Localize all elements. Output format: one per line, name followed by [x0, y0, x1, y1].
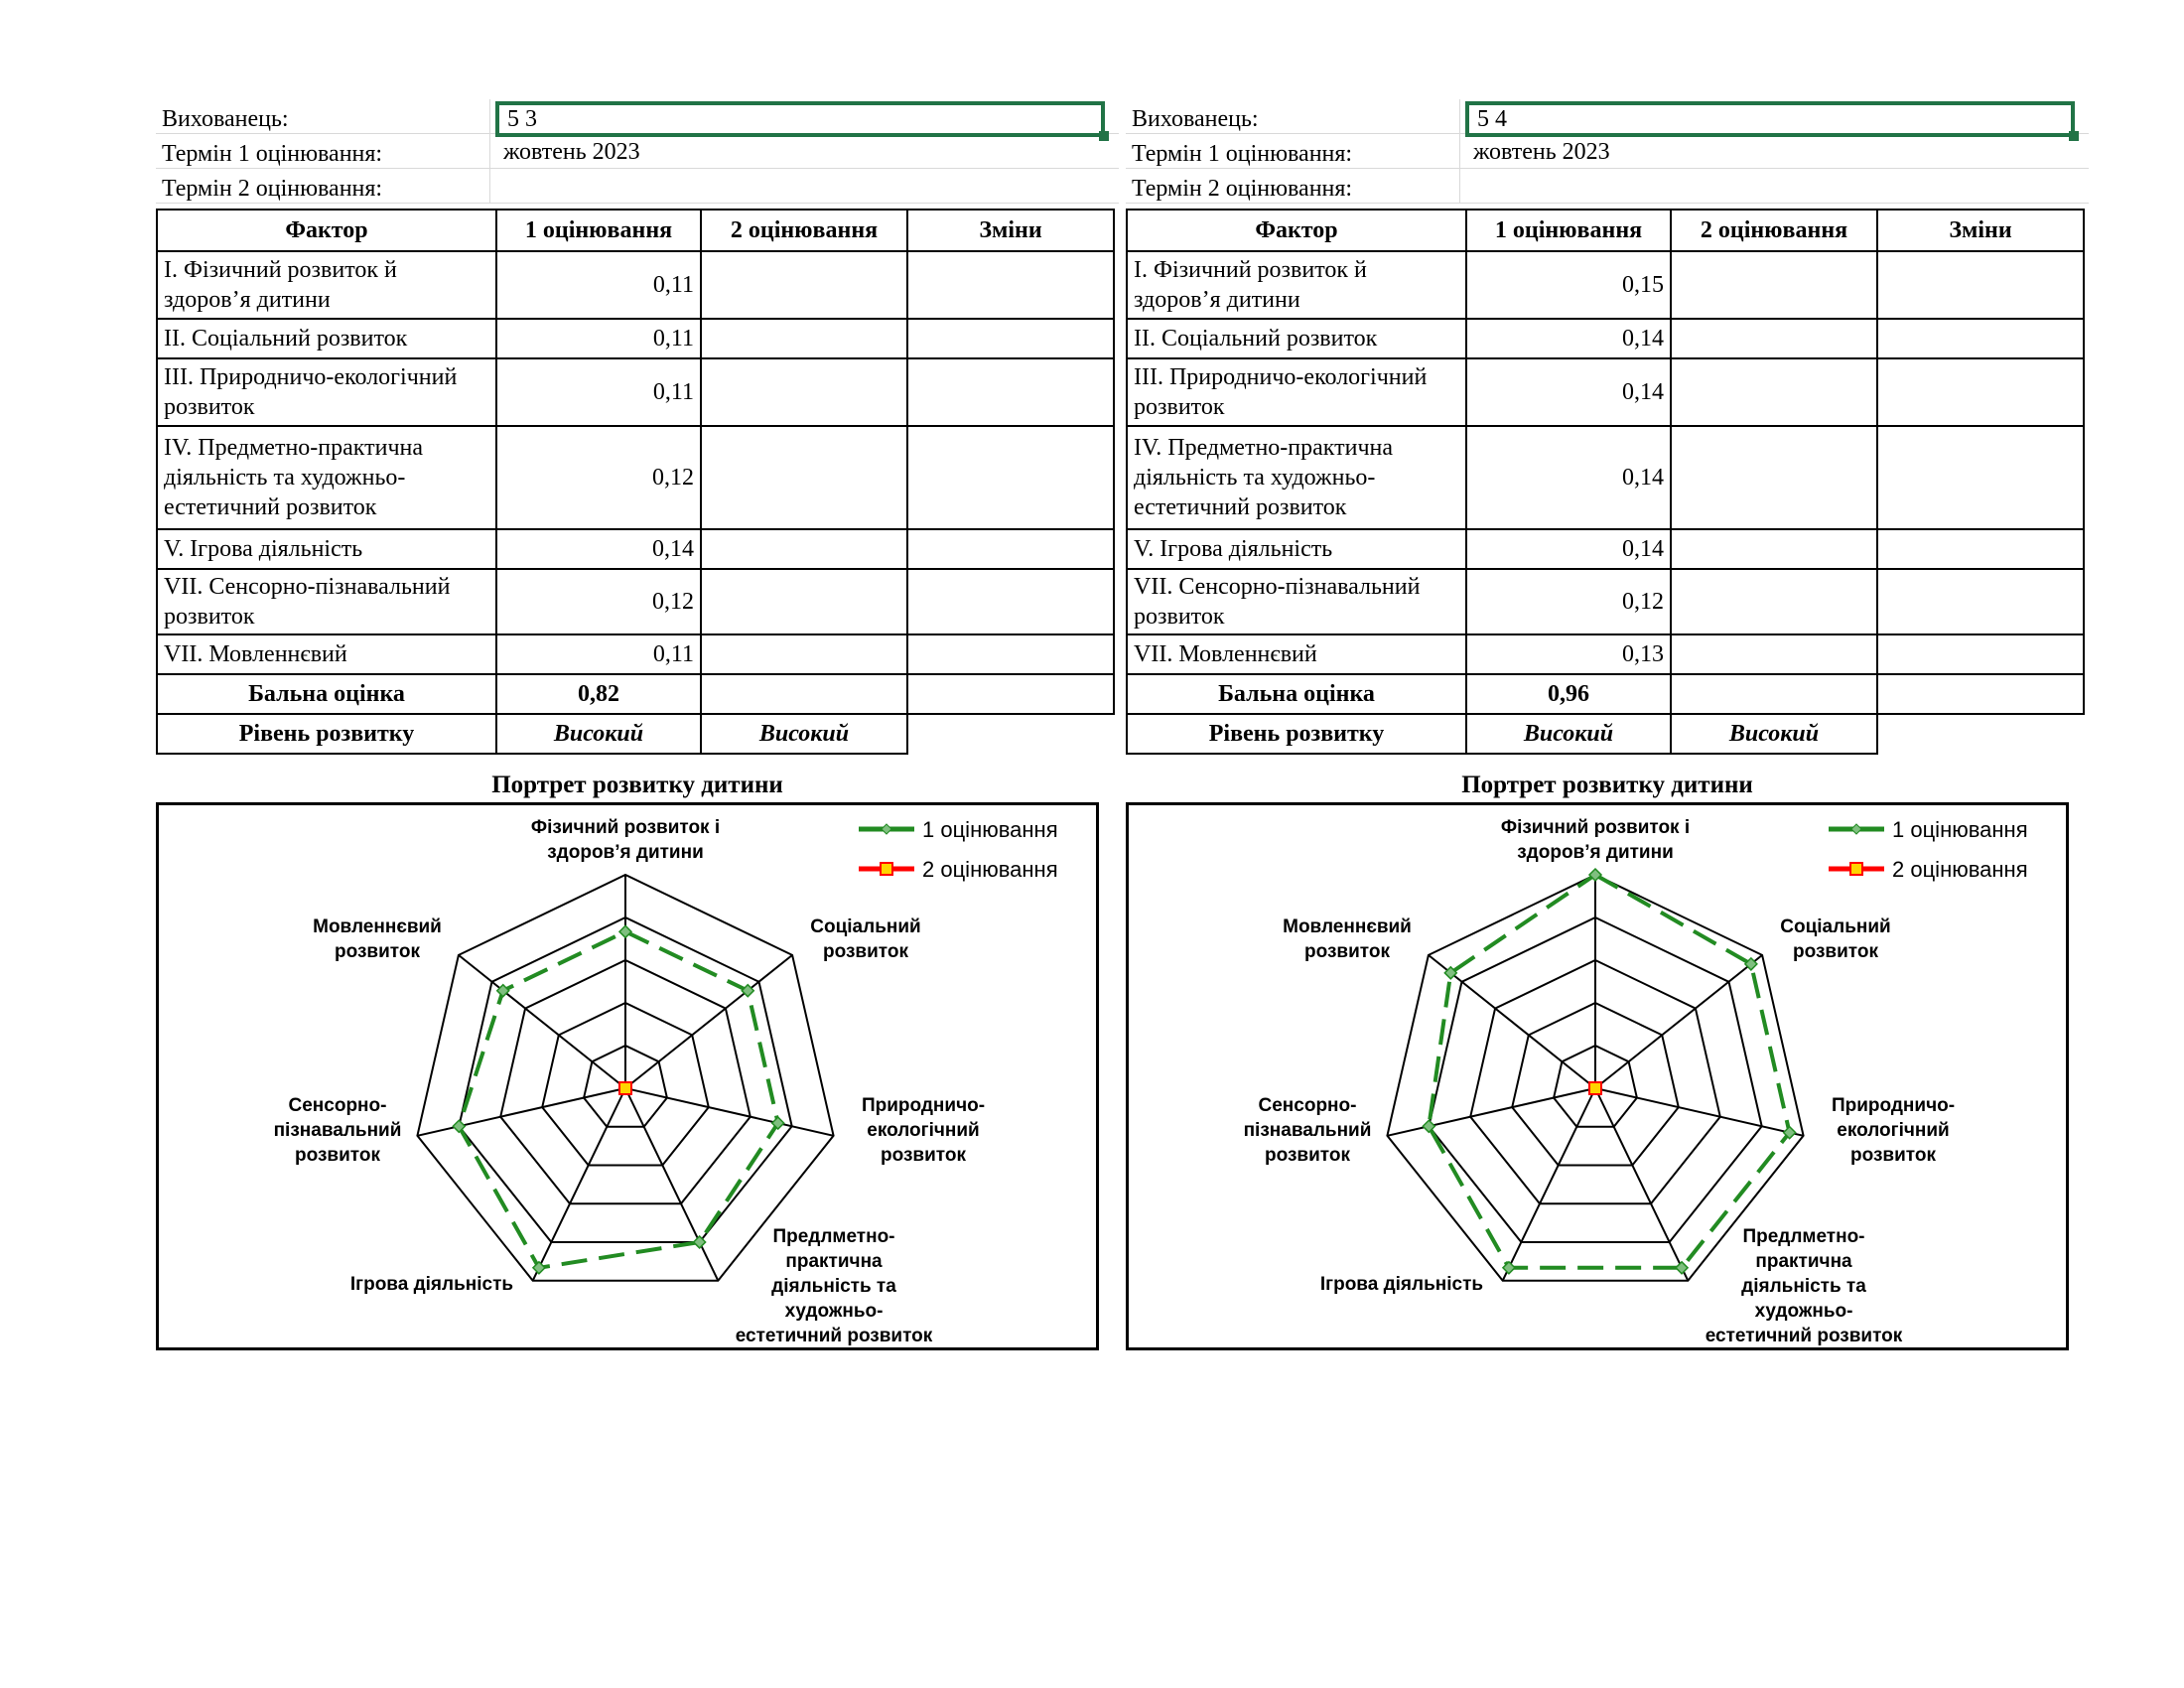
level-changes-cell[interactable]: [907, 714, 1114, 754]
radar-axis-label: [862, 1095, 985, 1166]
radar-axis-label-line: практична: [785, 1251, 883, 1272]
factor-cell[interactable]: VII. Сенсорно-пізнавальний розвиток: [1127, 569, 1466, 634]
eval2-cell[interactable]: [701, 569, 907, 634]
radar-axis-label-line: естетичний розвиток: [1705, 1326, 1903, 1346]
radar-axis-label-line: Сенсорно-: [288, 1095, 387, 1116]
changes-cell[interactable]: [907, 358, 1114, 426]
series-1-line: [1429, 875, 1789, 1268]
radar-axis-label: [1320, 1274, 1483, 1295]
changes-cell[interactable]: [907, 426, 1114, 529]
radar-chart-svg: [159, 805, 1096, 1347]
radar-axis-label: [313, 916, 442, 962]
radar-axis-label-line: пізнавальний: [273, 1120, 402, 1141]
series-1-point: [1676, 1262, 1688, 1274]
col-changes-header: Зміни: [1877, 210, 2084, 251]
assessment-table: [156, 209, 1115, 755]
series-1-line: [459, 931, 777, 1268]
legend-series-2-marker: [1850, 863, 1862, 875]
table-row: [1127, 319, 2084, 358]
term1-cell[interactable]: жовтень 2023: [503, 139, 640, 165]
changes-cell[interactable]: [1877, 529, 2084, 569]
factor-cell[interactable]: V. Ігрова діяльність: [157, 529, 496, 569]
eval2-cell[interactable]: [701, 358, 907, 426]
pupil-label: Вихованець:: [1132, 106, 1259, 132]
radar-chart: [1126, 802, 2069, 1350]
legend-series-2-label: 2 оцінювання: [1892, 857, 2028, 882]
col-eval1-header: 1 оцінювання: [496, 210, 701, 251]
eval1-cell[interactable]: 0,13: [1466, 634, 1671, 674]
legend-series-1-label: 1 оцінювання: [922, 817, 1058, 842]
eval2-cell[interactable]: [701, 319, 907, 358]
factor-cell[interactable]: VII. Мовленнєвий: [1127, 634, 1466, 674]
term1-row: [156, 134, 1119, 169]
eval2-cell[interactable]: [701, 251, 907, 319]
eval1-cell[interactable]: 0,14: [1466, 426, 1671, 529]
term1-label: Термін 1 оцінювання:: [162, 141, 383, 167]
eval1-cell[interactable]: 0,15: [1466, 251, 1671, 319]
factor-cell[interactable]: I. Фізичний розвиток й здоров’я дитини: [1127, 251, 1466, 319]
legend-series-2-marker: [881, 863, 892, 875]
changes-cell[interactable]: [907, 319, 1114, 358]
radar-axis-label-line: Соціальний: [810, 916, 921, 937]
radar-axis-label-line: практична: [1755, 1251, 1852, 1272]
pupil-row: [1126, 99, 2089, 134]
eval1-cell[interactable]: 0,11: [496, 634, 701, 674]
radar-axis-label-line: здоров’я дитини: [547, 842, 704, 863]
score-label: Бальна оцінка: [1127, 674, 1466, 714]
assessment-sheet-2: [1126, 99, 2089, 1350]
score-eval1-cell[interactable]: 0,82: [496, 674, 701, 714]
legend-series-2-label: 2 оцінювання: [922, 857, 1058, 882]
sheet-header: [1126, 99, 2089, 207]
radar-axis-label: [531, 817, 720, 863]
eval2-cell[interactable]: [701, 426, 907, 529]
table-row: [157, 358, 1114, 426]
factor-cell[interactable]: IV. Предметно-практична діяльність та художньо-естетичний розвиток: [1127, 426, 1466, 529]
eval2-cell[interactable]: [1671, 358, 1877, 426]
term1-cell[interactable]: жовтень 2023: [1473, 139, 1610, 165]
changes-cell[interactable]: [907, 529, 1114, 569]
factor-cell[interactable]: III. Природничо-екологічний розвиток: [157, 358, 496, 426]
eval2-cell[interactable]: [1671, 251, 1877, 319]
radar-axis-label-line: розвиток: [295, 1145, 380, 1166]
score-row: [1127, 674, 2084, 714]
radar-axis-label-line: Природничо-: [1831, 1095, 1956, 1116]
eval1-cell[interactable]: 0,12: [496, 569, 701, 634]
radar-axis-label-line: Предлметно-: [1742, 1226, 1865, 1247]
radar-axis-label-line: діяльність та: [1741, 1276, 1866, 1297]
radar-axis-label-line: розвиток: [1850, 1145, 1936, 1166]
radar-axis-label: [1780, 916, 1890, 962]
radar-axis-label-line: діяльність та: [771, 1276, 896, 1297]
radar-axis-label-line: розвиток: [881, 1145, 966, 1166]
factor-cell[interactable]: I. Фізичний розвиток й здоров’я дитини: [157, 251, 496, 319]
series-2-point: [1589, 1082, 1601, 1094]
radar-axis-label-line: розвиток: [1265, 1145, 1350, 1166]
table-row: [1127, 358, 2084, 426]
table-row: [1127, 634, 2084, 674]
factor-cell[interactable]: VII. Сенсорно-пізнавальний розвиток: [157, 569, 496, 634]
radar-axis-label-line: екологічний: [1837, 1120, 1950, 1141]
series-2-point: [619, 1082, 631, 1094]
radar-axis-label: [350, 1274, 513, 1295]
pupil-cell[interactable]: 5 4: [1465, 101, 2075, 137]
radar-axis-label-line: пізнавальний: [1243, 1120, 1372, 1141]
changes-cell[interactable]: [1877, 358, 2084, 426]
eval2-cell[interactable]: [701, 529, 907, 569]
radar-axis-label-line: Мовленнєвий: [1283, 916, 1412, 937]
eval1-cell[interactable]: 0,11: [496, 251, 701, 319]
radar-axis-label-line: розвиток: [1793, 941, 1878, 962]
legend-series-1-marker: [882, 824, 891, 834]
level-row: [1127, 714, 2084, 754]
term1-row: [1126, 134, 2089, 169]
level-changes-cell[interactable]: [1877, 714, 2084, 754]
radar-axis-spoke: [1595, 1088, 1688, 1281]
table-row: [157, 634, 1114, 674]
radar-axis-label: [810, 916, 920, 962]
score-changes-cell[interactable]: [1877, 674, 2084, 714]
eval2-cell[interactable]: [1671, 569, 1877, 634]
eval1-cell[interactable]: 0,11: [496, 319, 701, 358]
factor-cell[interactable]: II. Соціальний розвиток: [157, 319, 496, 358]
radar-axis-label-line: здоров’я дитини: [1517, 842, 1674, 863]
factor-cell[interactable]: III. Природничо-екологічний розвиток: [1127, 358, 1466, 426]
radar-axis-spoke: [1503, 1088, 1595, 1281]
radar-axis-label-line: Фізичний розвиток і: [1500, 817, 1691, 838]
chart-title: Портрет розвитку дитини: [491, 772, 783, 798]
radar-axis-label: [736, 1226, 933, 1346]
term2-label: Термін 2 оцінювання:: [1132, 176, 1353, 202]
radar-axis-label-line: розвиток: [335, 941, 420, 962]
score-eval2-cell[interactable]: [701, 674, 907, 714]
table-row: [1127, 529, 2084, 569]
table-row: [1127, 426, 2084, 529]
eval2-cell[interactable]: [701, 634, 907, 674]
table-row: [157, 569, 1114, 634]
changes-cell[interactable]: [1877, 634, 2084, 674]
factor-cell[interactable]: IV. Предметно-практична діяльність та художньо-естетичний розвиток: [157, 426, 496, 529]
level-eval2-cell[interactable]: Високий: [701, 714, 907, 754]
eval2-cell[interactable]: [1671, 529, 1877, 569]
radar-axis-label-line: розвиток: [823, 941, 908, 962]
eval1-cell[interactable]: 0,12: [1466, 569, 1671, 634]
radar-axis-label: [1283, 916, 1412, 962]
radar-axis-spoke: [533, 1088, 625, 1281]
score-eval2-cell[interactable]: [1671, 674, 1877, 714]
level-label: Рівень розвитку: [1127, 714, 1466, 754]
radar-axis-label-line: екологічний: [867, 1120, 980, 1141]
table-row: [1127, 251, 2084, 319]
radar-axis-label: [1501, 817, 1690, 863]
changes-cell[interactable]: [907, 569, 1114, 634]
pupil-cell[interactable]: 5 3: [495, 101, 1105, 137]
col-factor-header: Фактор: [1127, 210, 1466, 251]
changes-cell[interactable]: [1877, 251, 2084, 319]
col-eval1-header: 1 оцінювання: [1466, 210, 1671, 251]
pupil-row: [156, 99, 1119, 134]
score-eval1-cell[interactable]: 0,96: [1466, 674, 1671, 714]
level-eval2-cell[interactable]: Високий: [1671, 714, 1877, 754]
radar-axis-label-line: Природничо-: [861, 1095, 986, 1116]
radar-axis-label-line: Мовленнєвий: [313, 916, 442, 937]
table-row: [1127, 569, 2084, 634]
factor-cell[interactable]: VII. Мовленнєвий: [157, 634, 496, 674]
eval1-cell[interactable]: 0,12: [496, 426, 701, 529]
term2-label: Термін 2 оцінювання:: [162, 176, 383, 202]
radar-axis-label: [1832, 1095, 1955, 1166]
radar-axis-label: [1244, 1095, 1372, 1166]
term2-row: [1126, 169, 2089, 204]
radar-axis-label-line: Соціальний: [1780, 916, 1891, 937]
chart-title: Портрет розвитку дитини: [1461, 772, 1753, 798]
radar-axis-label-line: художньо-: [1754, 1301, 1853, 1322]
score-changes-cell[interactable]: [907, 674, 1114, 714]
factor-cell[interactable]: II. Соціальний розвиток: [1127, 319, 1466, 358]
changes-cell[interactable]: [907, 634, 1114, 674]
level-label: Рівень розвитку: [157, 714, 496, 754]
radar-axis-label: [1706, 1226, 1903, 1346]
radar-chart: [156, 802, 1099, 1350]
eval1-cell[interactable]: 0,14: [496, 529, 701, 569]
changes-cell[interactable]: [1877, 319, 2084, 358]
eval1-cell[interactable]: 0,14: [1466, 319, 1671, 358]
radar-axis-label-line: розвиток: [1304, 941, 1390, 962]
eval2-cell[interactable]: [1671, 634, 1877, 674]
level-eval1-cell[interactable]: Високий: [496, 714, 701, 754]
assessment-table: [1126, 209, 2085, 755]
radar-chart-svg: [1129, 805, 2066, 1347]
radar-axis-label-line: Ігрова діяльність: [1319, 1274, 1484, 1295]
score-row: [157, 674, 1114, 714]
radar-axis-label-line: Фізичний розвиток і: [530, 817, 721, 838]
sheet-header: [156, 99, 1119, 207]
changes-cell[interactable]: [907, 251, 1114, 319]
assessment-sheet-1: [156, 99, 1119, 1350]
eval1-cell[interactable]: 0,11: [496, 358, 701, 426]
level-row: [157, 714, 1114, 754]
table-row: [157, 251, 1114, 319]
eval2-cell[interactable]: [1671, 426, 1877, 529]
eval2-cell[interactable]: [1671, 319, 1877, 358]
col-factor-header: Фактор: [157, 210, 496, 251]
pupil-label: Вихованець:: [162, 106, 289, 132]
term2-cell[interactable]: [1465, 173, 2075, 201]
table-row: [157, 319, 1114, 358]
table-row: [157, 426, 1114, 529]
radar-axis-label-line: Сенсорно-: [1258, 1095, 1357, 1116]
radar-axis-label-line: естетичний розвиток: [735, 1326, 933, 1346]
term1-label: Термін 1 оцінювання:: [1132, 141, 1353, 167]
col-changes-header: Зміни: [907, 210, 1114, 251]
legend-series-1-label: 1 оцінювання: [1892, 817, 2028, 842]
table-row: [157, 529, 1114, 569]
factor-cell[interactable]: V. Ігрова діяльність: [1127, 529, 1466, 569]
changes-cell[interactable]: [1877, 569, 2084, 634]
radar-axis-label-line: художньо-: [784, 1301, 884, 1322]
radar-axis-label: [274, 1095, 402, 1166]
term2-cell[interactable]: [495, 173, 1105, 201]
legend-series-1-marker: [1851, 824, 1861, 834]
eval1-cell[interactable]: 0,14: [1466, 529, 1671, 569]
col-eval2-header: 2 оцінювання: [1671, 210, 1877, 251]
radar-axis-label-line: Ігрова діяльність: [349, 1274, 514, 1295]
radar-axis-label-line: Предлметно-: [772, 1226, 895, 1247]
level-eval1-cell[interactable]: Високий: [1466, 714, 1671, 754]
term2-row: [156, 169, 1119, 204]
score-label: Бальна оцінка: [157, 674, 496, 714]
changes-cell[interactable]: [1877, 426, 2084, 529]
col-eval2-header: 2 оцінювання: [701, 210, 907, 251]
eval1-cell[interactable]: 0,14: [1466, 358, 1671, 426]
